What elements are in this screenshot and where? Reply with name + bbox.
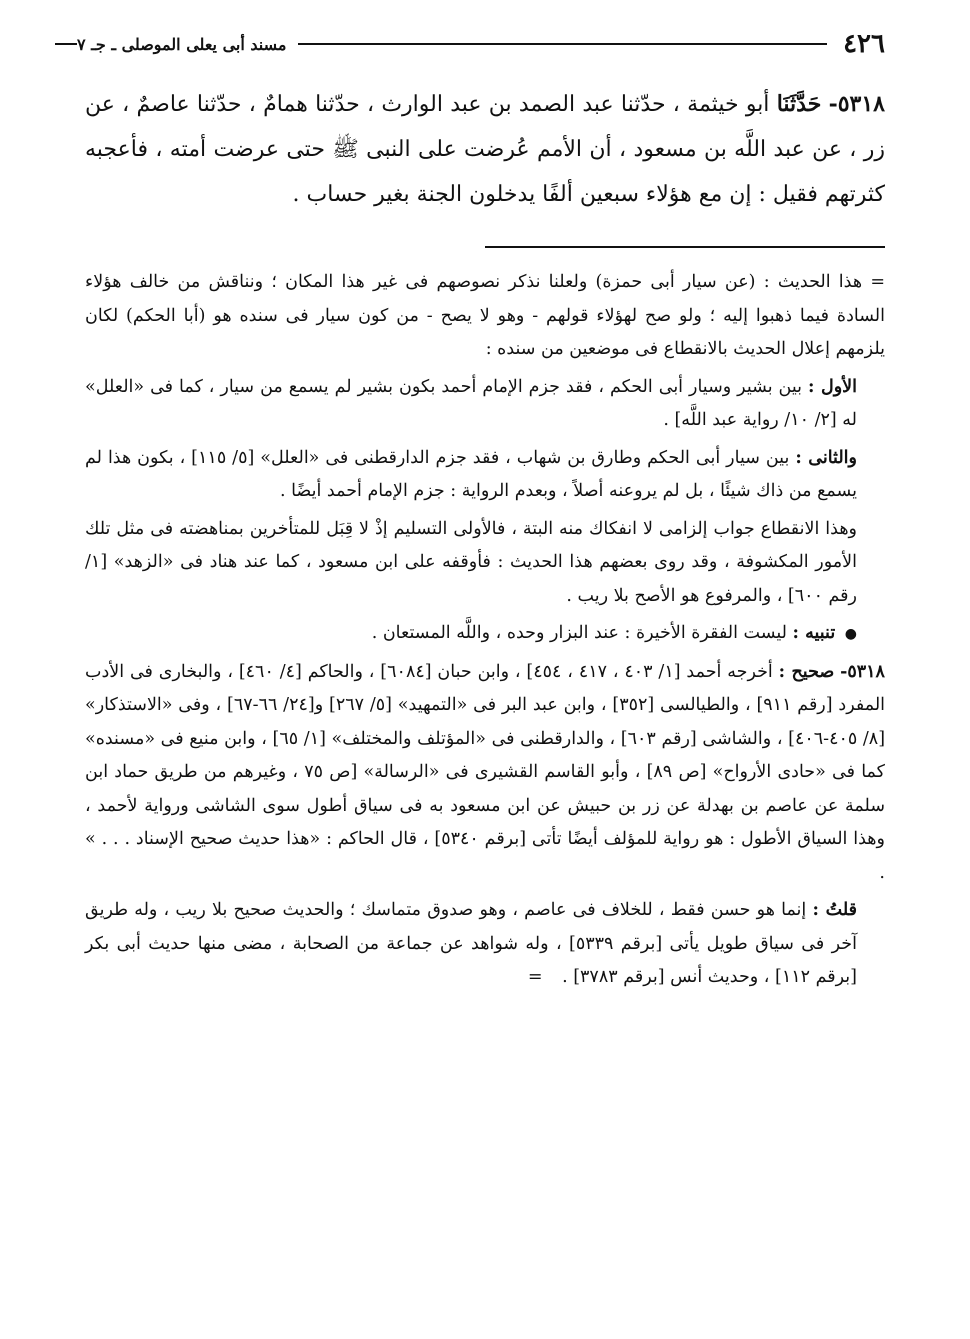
sahih-number: ٥٣١٨- <box>840 661 885 682</box>
header-rule <box>298 43 827 45</box>
page-number: ٤٢٦ <box>843 29 885 59</box>
continuation-marker: = <box>870 272 885 292</box>
qultu-label: قلتُ : <box>812 900 857 920</box>
hadith-opening: حَدَّثَنَا <box>776 91 822 117</box>
footnote-separator <box>485 246 885 248</box>
sahih-label: صحيح : <box>778 661 835 682</box>
note-text: ليست الفقرة الأخيرة : عند البزار وحده ، واللَّه المستعان . <box>371 623 787 643</box>
footnote-first-point <box>85 371 885 438</box>
bullet-icon: ● <box>844 626 857 642</box>
second-text: بين سيار أبى الحكم وطارق بن شهاب ، فقد جزم الدارقطنى فى «العلل» [٥/ ١١٥] ، بكون هذا لم يسمع من ذاك شيئًا ، بل لم يروعنه أصلاً ، وبعدم الرواية : جزم الإمام أحمد أيضًا . <box>85 447 857 501</box>
first-text: بين بشير وسيار أبى الحكم ، فقد جزم الإمام أحمد بكون بشير لم يسمع من سيار ، كما فى «العلل» له [٢/ ١٠/ رواية عبد اللَّه] . <box>85 376 857 430</box>
header-trailing-dash <box>55 43 77 45</box>
continued-paragraph: هذا الحديث : (عن سيار أبى حمزة) ولعلنا نذكر نصوصهم فى غير هذا المكان ؛ ونناقش من خالف هؤلاء السادة فيما ذهبوا إليه ؛ ولو صح لهؤلاء قولهم - وهو لا يصح - من كون سيار فى سنده هو (أبا الحكم) لكان يلزمهم إعلال الحديث بالانقطاع فى موضعين من سنده : <box>85 272 885 359</box>
third-text: وهذا الانقطاع جواب إلزامى لا انفكاك منه البتة ، فالأولى التسليم إذْ لا قِبَل للمتأخرين بمناهضته فى مثل تلك الأمور المكشوفة ، وقد روى بعضهم هذا الحديث : فأوقفه على ابن مسعود ، كما عند هناد فى «الزهد» [١/ رقم ٦٠٠] ، والمرفوع هو الأصح بلا ريب . <box>85 518 857 606</box>
footnote-continued <box>85 266 885 367</box>
footnote-sahih <box>85 656 885 891</box>
end-continuation-marker: = <box>527 967 543 987</box>
footnote-second-point <box>85 442 885 509</box>
footnote-note <box>85 617 885 652</box>
note-label: تنبيه : <box>792 623 836 643</box>
qultu-text: إنما هو حسن فقط ، للخلاف فى عاصم ، وهو صدوق متماسك ؛ والحديث صحيح بلا ريب ، وله طريق آخر فى سياق طويل يأتى [برقم ٥٣٣٩] ، وله شواهد عن جماعة من الصحابة ، مضى منها حديث أبى بكر [برقم ١١٢] ، وحديث أنس [برقم ٣٧٨٣] . <box>85 900 857 987</box>
hadith-number: ٥٣١٨- <box>828 91 885 117</box>
sahih-text: أخرجه أحمد [١/ ٤٠٣ ، ٤١٧ ، ٤٥٤] ، وابن حبان [٦٠٨٤] ، والحاكم [٤/ ٤٦٠] ، والبخارى فى الأدب المفرد [رقم ٩١١] ، والطيالسى [٣٥٢] ، وابن عبد البر فى «التمهيد» [٥/ ٢٦٧] و[٢٤/ ٦٦-٦٧] ، وفى «الاستذكار» [٨/ ٤٠٥-٤٠٦] ، والشاشى [رقم ٦٠٣] ، والدارقطنى فى «المؤتلف والمختلف» [١/ ٦٥] ، وابن منيع فى «مسنده» كما فى «حادى الأرواح» [ص ٨٩] ، وأبو القاسم القشيرى فى «الرسالة» [ص ٧٥ ، وغيرهم من طريق حماد ابن سلمة عن عاصم بن بهدلة عن زر بن حبيش عن ابن مسعود به فى سياق أطول سوى الشاشى ورواية لأحمد ، وهذا السياق الأطول : هو رواية للمؤلف أيضًا تأتى [برقم ٥٣٤٠] ، قال الحاكم : «هذا حديث صحيح الإسناد . . . » . <box>85 661 886 883</box>
footnotes <box>85 266 885 999</box>
second-label: والثانى : <box>795 447 857 468</box>
hadith-paragraph <box>85 82 885 217</box>
hadith-main-text <box>85 82 885 217</box>
first-label: الأول : <box>808 376 858 397</box>
running-title: مسند أبى يعلى الموصلى ـ جـ ٧ <box>77 34 287 54</box>
footnote-qultu <box>85 894 885 995</box>
page-header <box>55 26 885 62</box>
footnote-third-point <box>85 513 885 614</box>
hadith-text: أبو خيثمة ، حدّثنا عبد الصمد بن عبد الوارث ، حدّثنا همامٌ ، حدّثنا عاصمٌ ، عن زر ، عن عبد اللَّه بن مسعود ، أن الأمم عُرضت على النبى ﷺ حتى عرضت أمته ، فأعجبه كثرتهم فقيل : إن مع هؤلاء سبعين ألفًا يدخلون الجنة بغير حساب . <box>85 92 885 207</box>
